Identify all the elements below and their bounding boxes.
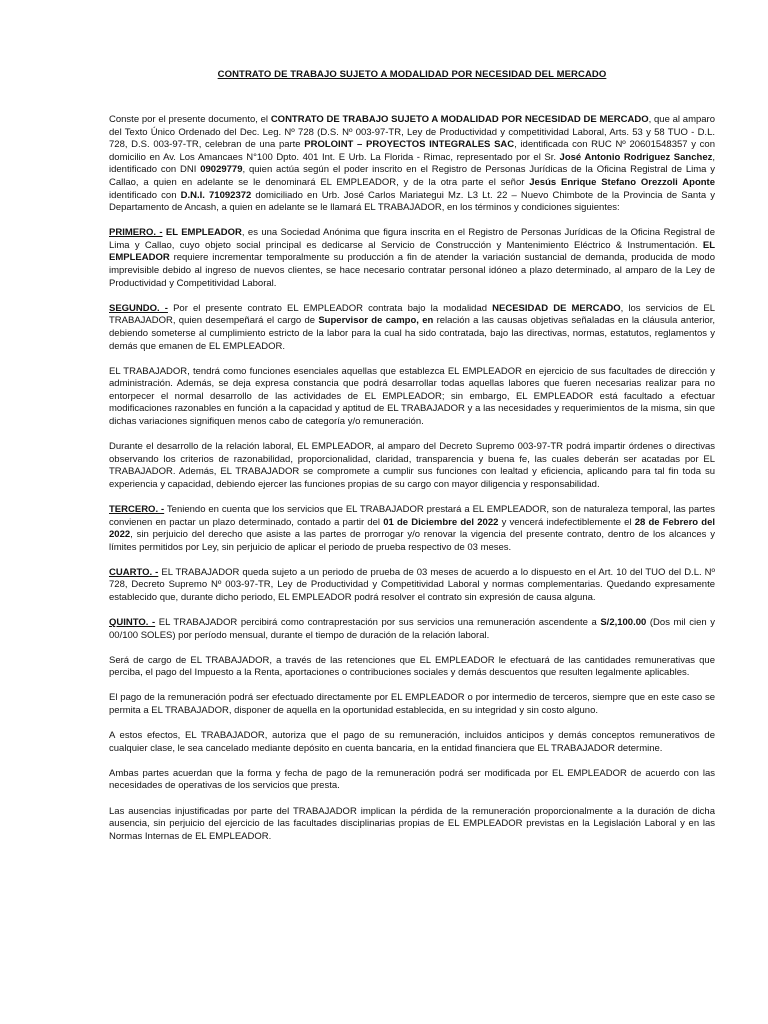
paragraph: Será de cargo de EL TRABAJADOR, a través de las retenciones que EL EMPLEADOR le efectuará de las cantidades remunerativas que perciba, el pago del Impuesto a la Renta, aportaciones o contribuciones sociales y demás descuentos que resulten legalmente aplicables. <box>109 654 715 679</box>
clause-primero <box>109 227 715 290</box>
clause-heading: TERCERO. - <box>109 503 165 515</box>
salary-amount: S/2,100.00 <box>600 617 647 629</box>
intro-text: , que al amparo del Texto Único Ordenado del Dec. Leg. Nº 728 (D.S. Nº 003-97-TR, Ley de Productividad y competitividad Laboral, Arts. 53 y 58 TUO - D.L. 728, D.S. 003-97-TR, celebran de una parte <box>109 114 715 151</box>
clause-text: EL TRABAJADOR queda sujeto a un periodo de prueba de 03 meses de acuerdo a lo dispuesto en el Art. 10 del TUO del D.L. Nº 728, Decreto Supremo Nº 003-97-TR, Ley de Productividad y Competitividad Laboral y normas complementarias. Quedando expresamente establecido que, durante dicho periodo, EL EMPLEADOR podrá resolver el contrato sin expresión de causa alguna. <box>109 566 715 603</box>
worker-name: Jesús Enrique Stefano Orezzoli Aponte <box>529 176 715 188</box>
paragraph: El pago de la remuneración podrá ser efectuado directamente por EL EMPLEADOR o por intermedio de terceros, siempre que en este caso se permita a EL TRABAJADOR, disponer de aquella en la oportunidad establecida, en su integridad y sin costo alguno. <box>109 692 715 717</box>
bold-text: NECESIDAD DE MERCADO <box>492 302 621 314</box>
clause-text: , es una Sociedad Anónima que figura inscrita en el Registro de Personas Jurídicas de la Oficina Registral de Lima y Callao, cuyo objeto social principal es dedicarse al Servicio de Construcción y Mantenimiento Eléctrico & Instrumentación. <box>109 227 715 251</box>
clause-heading: CUARTO. - <box>109 566 159 578</box>
bold-text: EL EMPLEADOR <box>109 239 715 264</box>
paragraph: Las ausencias injustificadas por parte del TRABAJADOR implican la pérdida de la remuneración proporcionalmente a la duración de dicha ausencia, sin perjuicio del ejercicio de las facultades disciplinarias propias de EL EMPLEADOR previstas en la Legislación Laboral y en las Normas Internas de EL EMPLEADOR. <box>109 805 715 842</box>
employer-name: PROLOINT – PROYECTOS INTEGRALES SAC <box>304 139 515 151</box>
clause-text: y vencerá indefectiblemente el <box>498 516 635 528</box>
worker-dni: D.N.I. 71092372 <box>180 189 252 201</box>
clause-quinto <box>109 617 715 642</box>
clause-cuarto <box>109 567 715 605</box>
intro-text: , quien actúa según el poder inscrito en el Registro de Personas Jurídicas de la Oficina Registral de Lima y Callao, a quien en adelante se le denominará EL EMPLEADOR, y de la otra parte el señor <box>109 164 715 188</box>
paragraph: Ambas partes acuerdan que la forma y fecha de pago de la remuneración podrá ser modificada por EL EMPLEADOR de acuerdo con las necesidades de operativas de los servicios que presta. <box>109 767 715 792</box>
clause-text: Teniendo en cuenta que los servicios que EL TRABAJADOR prestará a EL EMPLEADOR, son de naturaleza temporal, las partes convienen en pactar un plazo determinado, contado a partir del <box>109 503 715 528</box>
job-title: Supervisor de campo, en <box>318 315 434 327</box>
intro-text: identificado con <box>109 189 181 201</box>
start-date: 01 de Diciembre del 2022 <box>383 516 499 528</box>
clause-heading: QUINTO. - <box>109 617 156 629</box>
paragraph: Durante el desarrollo de la relación laboral, EL EMPLEADOR, al amparo del Decreto Supremo 003-97-TR podrá impartir órdenes o directivas observando los criterios de razonabilidad, proporcionalidad, claridad, transparencia y buena fe, las cuales deberán ser acatadas por EL TRABAJADOR. Además, EL TRABAJADOR se compromete a cumplir sus funciones con lealtad y eficiencia, aplicando para tal fin toda su experiencia y capacidad, debiendo ejercer las funciones propias de su cargo con mayor diligencia y responsabilidad. <box>109 441 715 490</box>
clause-text: (Dos mil cien y 00/100 SOLES) por período mensual, durante el tiempo de duración de la relación laboral. <box>109 617 715 641</box>
representative-name: José Antonio Rodriguez Sanchez <box>559 151 713 163</box>
paragraph: EL TRABAJADOR, tendrá como funciones esenciales aquellas que establezca EL EMPLEADOR en ejercicio de sus facultades de dirección y administración. Además, se deja expresa constancia que podrá desarrollar todas aquellas labores que fueren necesarias realizar para no entorpecer el normal desarrollo de las actividades de EL EMPLEADOR; sin embargo, EL EMPLEADOR está facultado a efectuar modificaciones razonables en función a la capacidad y aptitud de EL TRABAJADOR y a las necesidades y requerimientos de la misma, sin que dichas variaciones signifiquen menos cabo de categoría y/o remuneración. <box>109 365 715 427</box>
clause-text: , los servicios de EL TRABAJADOR, quien desempeñará el cargo de <box>109 302 715 327</box>
clause-heading: SEGUNDO. - <box>109 302 168 314</box>
document-title: CONTRATO DE TRABAJO SUJETO A MODALIDAD POR NECESIDAD DEL MERCADO <box>217 69 607 80</box>
intro-paragraph <box>109 114 715 215</box>
intro-text: Conste por el presente documento, el <box>109 114 271 125</box>
contract-type: CONTRATO DE TRABAJO SUJETO A MODALIDAD POR NECESIDAD DE MERCADO <box>270 114 649 125</box>
clause-segundo <box>109 303 715 353</box>
paragraph: A estos efectos, EL TRABAJADOR, autoriza que el pago de su remuneración, incluidos anticipos y demás conceptos remunerativos de cualquier clase, le sea cancelado mediante depósito en cuenta bancaria, en la entidad financiera que EL TRABAJADOR determine. <box>109 730 715 754</box>
representative-dni: 09029779 <box>200 164 243 176</box>
clause-text: Por el presente contrato EL EMPLEADOR contrata bajo la modalidad <box>167 302 493 314</box>
clause-heading: PRIMERO. - <box>109 227 163 239</box>
clause-text: EL TRABAJADOR percibirá como contraprestación por sus servicios una remuneración ascendente a <box>155 617 601 629</box>
intro-text: , identificada con RUC Nº 20601548357 y con domicilio en Av. Los Amancaes N°100 Dpto. 401 Int. E Urb. La Florida - Rimac, representado por el Sr. <box>109 139 715 163</box>
intro-text: , identificado con DNI <box>109 151 715 176</box>
clause-text: requiere incrementar temporalmente su producción a fin de atender la variación sustancial de demanda, producida de modo imprevisible debido al ingreso de nuevos clientes, se hace necesario contratar personal idóneo a plazo determinado, al amparo de la Ley de Productividad y Competitividad Laboral. <box>109 252 715 289</box>
bold-text: EL EMPLEADOR <box>162 227 242 239</box>
clause-text: relación a las causas objetivas señaladas en la cláusula anterior, debiendo someterse al cumplimiento estricto de la labor para la cual ha sido contratada, bajo las directivas, normas, estatutos, reglamentos y demás que emanen de EL EMPLEADOR. <box>109 315 715 352</box>
clause-tercero <box>109 504 715 554</box>
end-date: 28 de Febrero del 2022 <box>109 516 715 541</box>
intro-text: domiciliado en Urb. José Carlos Mariategui Mz. L3 Lt. 22 – Nuevo Chimbote de la Provincia de Santa y Departamento de Ancash, a quien en adelante se le llamará EL TRABAJADOR, en los términos y condiciones siguientes: <box>109 189 716 214</box>
clause-text: , sin perjuicio del derecho que asiste a las partes de prorrogar y/o renovar la vigencia del presente contrato, dentro de los alcances y límites permitidos por Ley, sin perjuicio de aplicar el periodo de prueba respectivo de 03 meses. <box>109 529 715 553</box>
